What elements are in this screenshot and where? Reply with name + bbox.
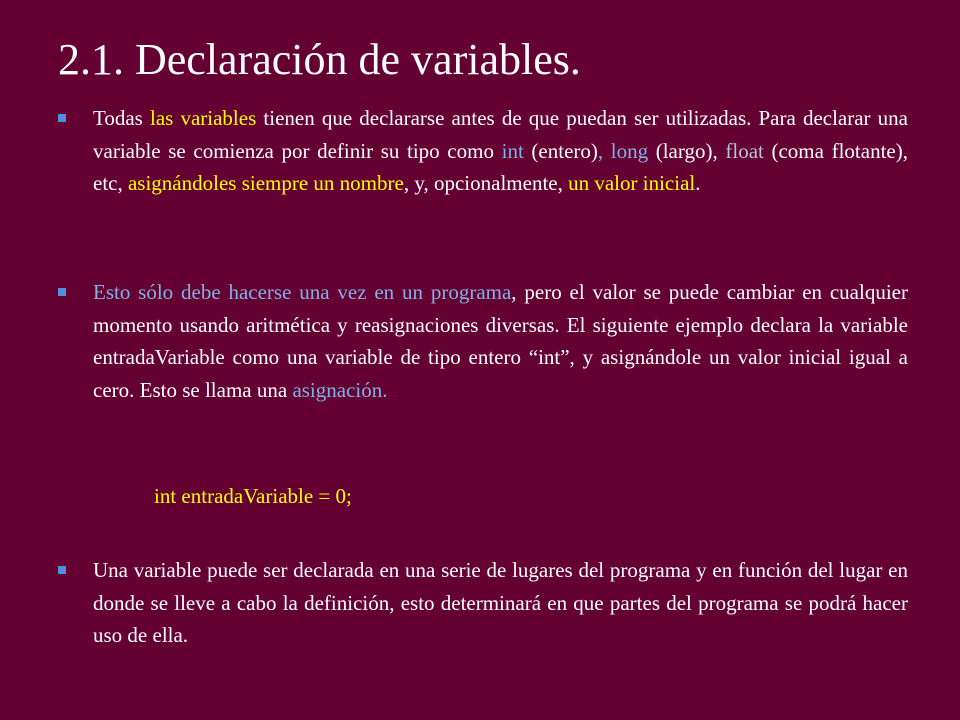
text-segment: , pero el valor se puede cambiar en cualquier momento usando aritmética y reasignaciones diversas. El siguiente ejemplo declara la variable entradaVariable como una variable de tipo entero “int”, y asignándole un valor inicial igual a cero. Esto se llama una [93,280,908,402]
bullet-text [93,276,908,406]
highlight-segment: asignación. [292,377,388,402]
highlight-segment: int [501,138,524,163]
text-segment: , y, opcionalmente, [403,171,569,195]
bullet-text [93,102,908,200]
square-bullet-icon [58,288,66,296]
text-segment: (largo), [648,138,726,163]
highlight-segment: Esto sólo debe hacerse una vez en un programa [93,280,512,304]
highlight-segment: las variables [150,106,257,130]
text-segment: Una variable puede ser declarada en una serie de lugares del programa y en función del lugar en donde se lleve a cabo la definición, esto determinará en que partes del programa se podrá hacer uso de ella. [93,558,908,647]
highlight-segment: float [725,138,764,163]
bullet-item-3 [58,554,908,652]
bullet-item-2 [58,276,908,406]
code-example: int entradaVariable = 0; [154,484,352,508]
bullet-text [93,554,908,652]
slide-title: 2.1. Declaración de variables. [58,35,581,84]
highlight-segment: , long [597,138,649,163]
text-segment: Todas [93,106,150,130]
text-segment: (coma flotante), etc, [93,138,908,195]
text-segment: tienen que declararse antes de que puedan ser utilizadas. Para declarar una variable se comienza por definir su tipo como [93,106,909,163]
square-bullet-icon [58,566,66,574]
text-segment: (entero) [523,138,598,163]
square-bullet-icon [58,114,66,122]
highlight-segment: asignándoles siempre un nombre [127,171,404,195]
bullet-item-1 [58,102,908,200]
highlight-segment: un valor inicial [568,171,696,195]
text-segment: . [695,171,701,195]
